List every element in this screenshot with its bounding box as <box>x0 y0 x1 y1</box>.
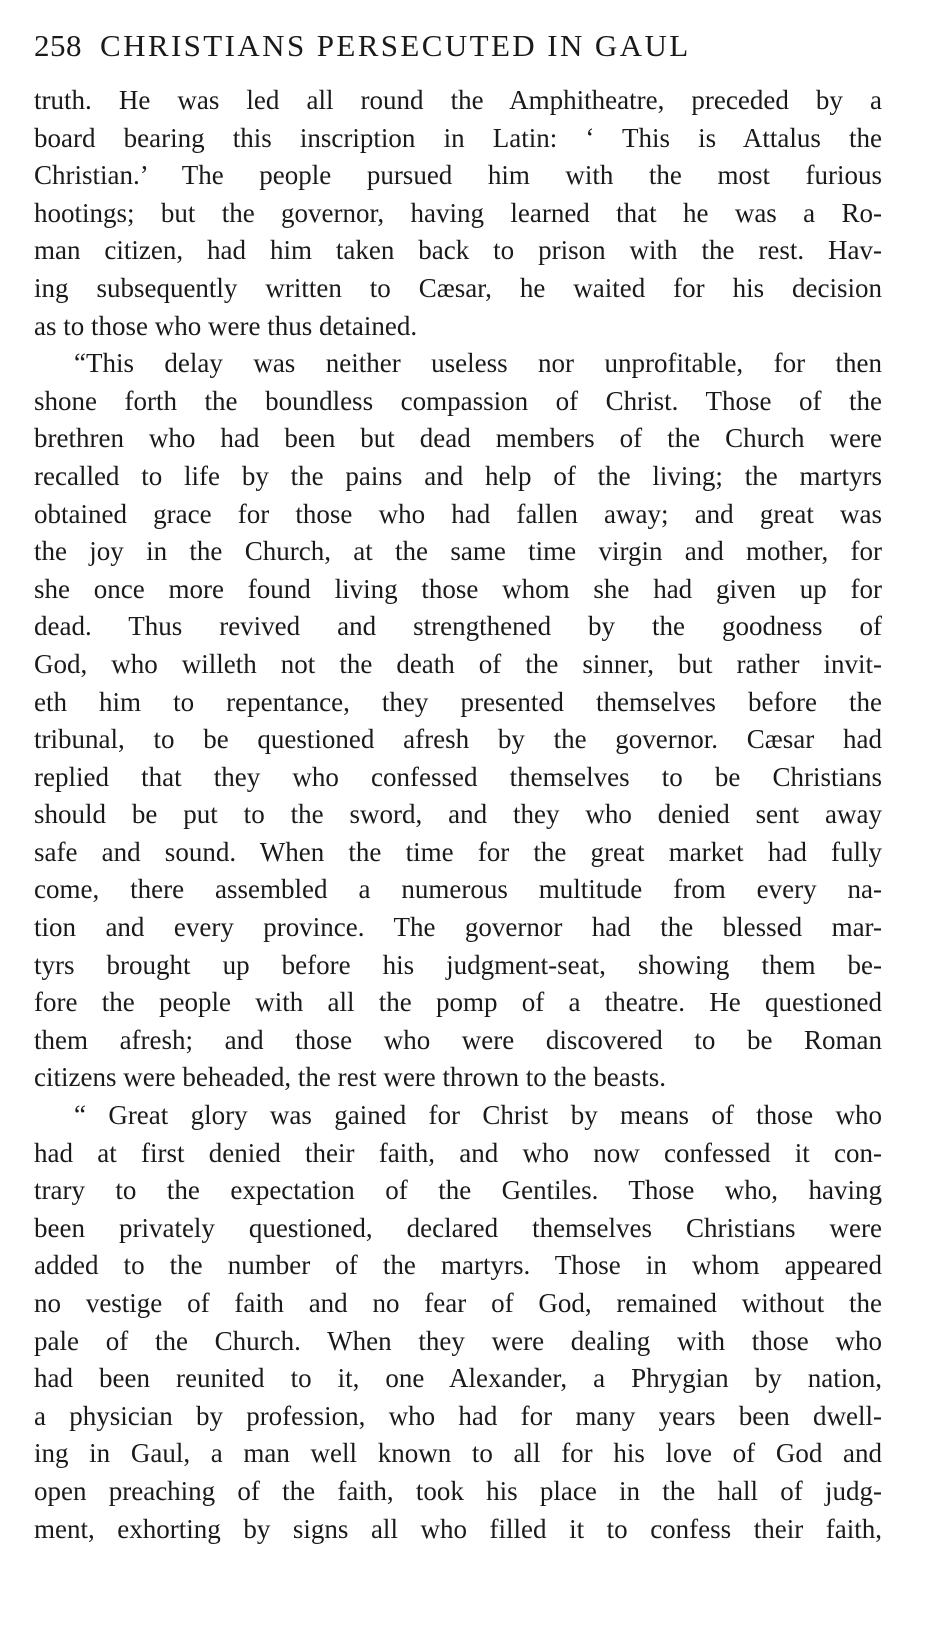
text-line: should be put to the sword, and they who denied sent away <box>34 799 882 830</box>
text-line: board bearing this inscription in Latin: ‘ This is Attalus the <box>34 122 882 153</box>
text-line: citizens were beheaded, the rest were thrown to the beasts. <box>34 1062 666 1093</box>
text-line: come, there assembled a numerous multitude from every na- <box>34 874 882 905</box>
text-line: pale of the Church. When they were dealing with those who <box>34 1325 882 1356</box>
text-line: shone forth the boundless compassion of Christ. Those of the <box>34 385 882 416</box>
text-line: dead. Thus revived and strengthened by the goodness of <box>34 611 882 642</box>
text-line: trary to the expectation of the Gentiles. Those who, having <box>34 1175 882 1206</box>
book-page <box>34 28 882 1548</box>
text-line: been privately questioned, declared themselves Christians were <box>34 1212 882 1243</box>
text-line: open preaching of the faith, took his place in the hall of judg- <box>34 1475 882 1506</box>
body-text <box>34 82 882 1548</box>
text-line: man citizen, had him taken back to prison with the rest. Hav- <box>34 235 882 266</box>
text-line: ing in Gaul, a man well known to all for his love of God and <box>34 1438 882 1469</box>
text-line: no vestige of faith and no fear of God, remained without the <box>34 1288 882 1318</box>
text-line: the joy in the Church, at the same time virgin and mother, for <box>34 536 882 567</box>
text-line: “ Great glory was gained for Christ by means of those who <box>74 1100 882 1131</box>
running-head: CHRISTIANS PERSECUTED IN GAUL <box>100 28 691 63</box>
text-line: tyrs brought up before his judgment-seat, showing them be- <box>34 949 882 980</box>
text-line: obtained grace for those who had fallen away; and great was <box>34 498 882 529</box>
text-line: hootings; but the governor, having learned that he was a Ro- <box>34 197 882 228</box>
text-line: “This delay was neither useless nor unprofitable, for then <box>74 348 882 379</box>
text-line: tribunal, to be questioned afresh by the governor. Cæsar had <box>34 724 882 755</box>
text-line: truth. He was led all round the Amphitheatre, preceded by a <box>34 85 882 115</box>
text-line: ing subsequently written to Cæsar, he waited for his decision <box>34 272 882 303</box>
text-line: them afresh; and those who were discovered to be Roman <box>34 1024 882 1055</box>
text-line: replied that they who confessed themselves to be Christians <box>34 761 882 792</box>
text-line: tion and every province. The governor had the blessed mar- <box>34 912 882 943</box>
text-line: fore the people with all the pomp of a theatre. He questioned <box>34 987 882 1018</box>
text-line: had at first denied their faith, and who now confessed it con- <box>34 1137 882 1168</box>
text-line: brethren who had been but dead members of the Church were <box>34 423 882 454</box>
text-line: eth him to repentance, they presented themselves before the <box>34 686 882 717</box>
text-line: safe and sound. When the time for the great market had fully <box>34 836 882 867</box>
text-line: a physician by profession, who had for many years been dwell- <box>34 1400 882 1431</box>
text-line: she once more found living those whom she had given up for <box>34 573 882 604</box>
text-line: as to those who were thus detained. <box>34 310 418 341</box>
text-line: had been reunited to it, one Alexander, a Phrygian by nation, <box>34 1363 882 1394</box>
page-number: 258 <box>34 28 82 63</box>
text-line: ment, exhorting by signs all who filled it to confess their faith, <box>34 1513 882 1544</box>
text-line: recalled to life by the pains and help of the living; the martyrs <box>34 460 882 491</box>
page-header <box>34 28 882 80</box>
text-line: Christian.’ The people pursued him with the most furious <box>34 160 882 191</box>
text-line: added to the number of the martyrs. Those in whom appeared <box>34 1250 882 1281</box>
text-line: God, who willeth not the death of the sinner, but rather invit- <box>34 648 882 679</box>
